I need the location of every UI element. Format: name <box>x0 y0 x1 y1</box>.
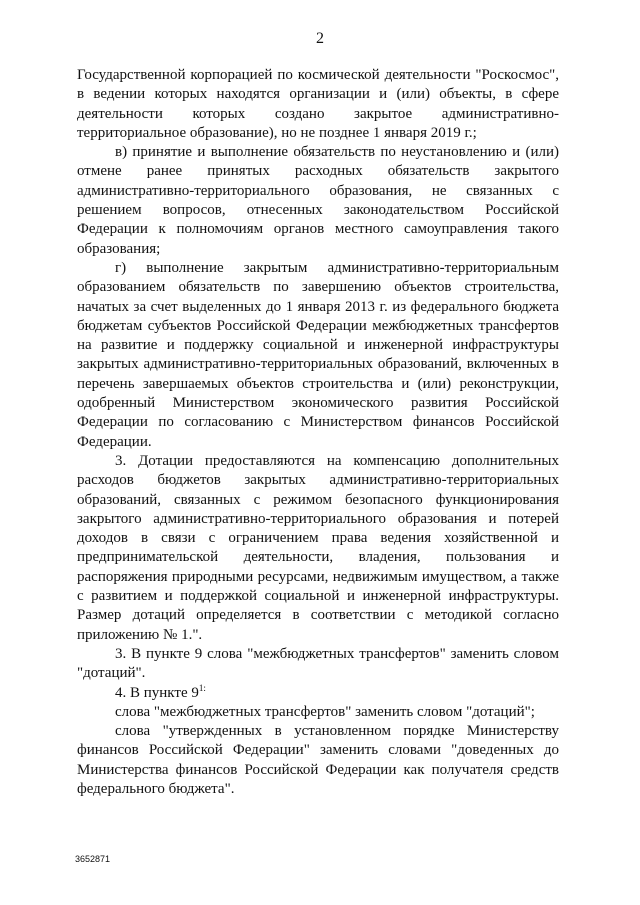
paragraph-replace-transfers: слова "межбюджетных трансфертов" заменить словом "дотаций"; <box>115 703 535 720</box>
document-body <box>77 66 559 799</box>
paragraph-amendment-point-9-1 <box>77 684 559 703</box>
paragraph-amendment-point-9: 3. В пункте 9 слова "межбюджетных трансфертов" заменить словом "дотаций". <box>77 645 559 682</box>
paragraph-item-v: в) принятие и выполнение обязательств по неустановлению и (или) отмене ранее принятых расходных обязательств закрытого административно-территориального образования, не связанных с решением вопросов, отнесенных законодательством Российской Федерации к полномочиям органов местного самоуправления такого образования; <box>77 144 559 257</box>
document-code: 3652871 <box>75 854 111 864</box>
amendment-point-9-1-text: 4. В пункте 9 <box>115 684 199 701</box>
paragraph-roscosmos-continuation: Государственной корпорацией по космической деятельности "Роскосмос", в ведении которых находятся организации и (или) объекты, в сфере деятельности которых создано закрытое административно-территориальное образование), но не позднее 1 января 2019 г.; <box>77 67 559 141</box>
amendment-point-9-1-superscript: 1: <box>198 682 206 693</box>
page-number: 2 <box>316 30 324 47</box>
paragraph-point-3-subsidies: 3. Дотации предоставляются на компенсацию дополнительных расходов бюджетов закрытых административно-территориальных образований, связанных с режимом безопасного функционирования закрытого административно-территориального образования и потерей доходов в связи с ограничением права ведения хозяйственной и предпринимательской деятельности, владения, пользования и распоряжения природными ресурсами, недвижимым имуществом, а также с развитием и поддержкой социальной и инженерной инфраструктуры. Размер дотаций определяется в соответствии с методикой согласно приложению № 1.". <box>77 452 559 643</box>
paragraph-item-g: г) выполнение закрытым административно-территориальным образованием обязательств по завершению объектов строительства, начатых за счет выделенных до 1 января 2013 г. из федерального бюджета бюджетам субъектов Российской Федерации межбюджетных трансфертов на развитие и поддержку социальной и инженерной инфраструктуры закрытых административно-территориальных образований, включенных в перечень завершаемых объектов строительства и (или) реконструкции, одобренный Министерством экономического развития Российской Федерации по согласованию с Министерством финансов Российской Федерации. <box>77 259 559 450</box>
paragraph-replace-approved: слова "утвержденных в установленном порядке Министерству финансов Российской Федерации" заменить словами "доведенных до Министерства финансов Российской Федерации как получателя средств федерального бюджета". <box>77 723 559 797</box>
